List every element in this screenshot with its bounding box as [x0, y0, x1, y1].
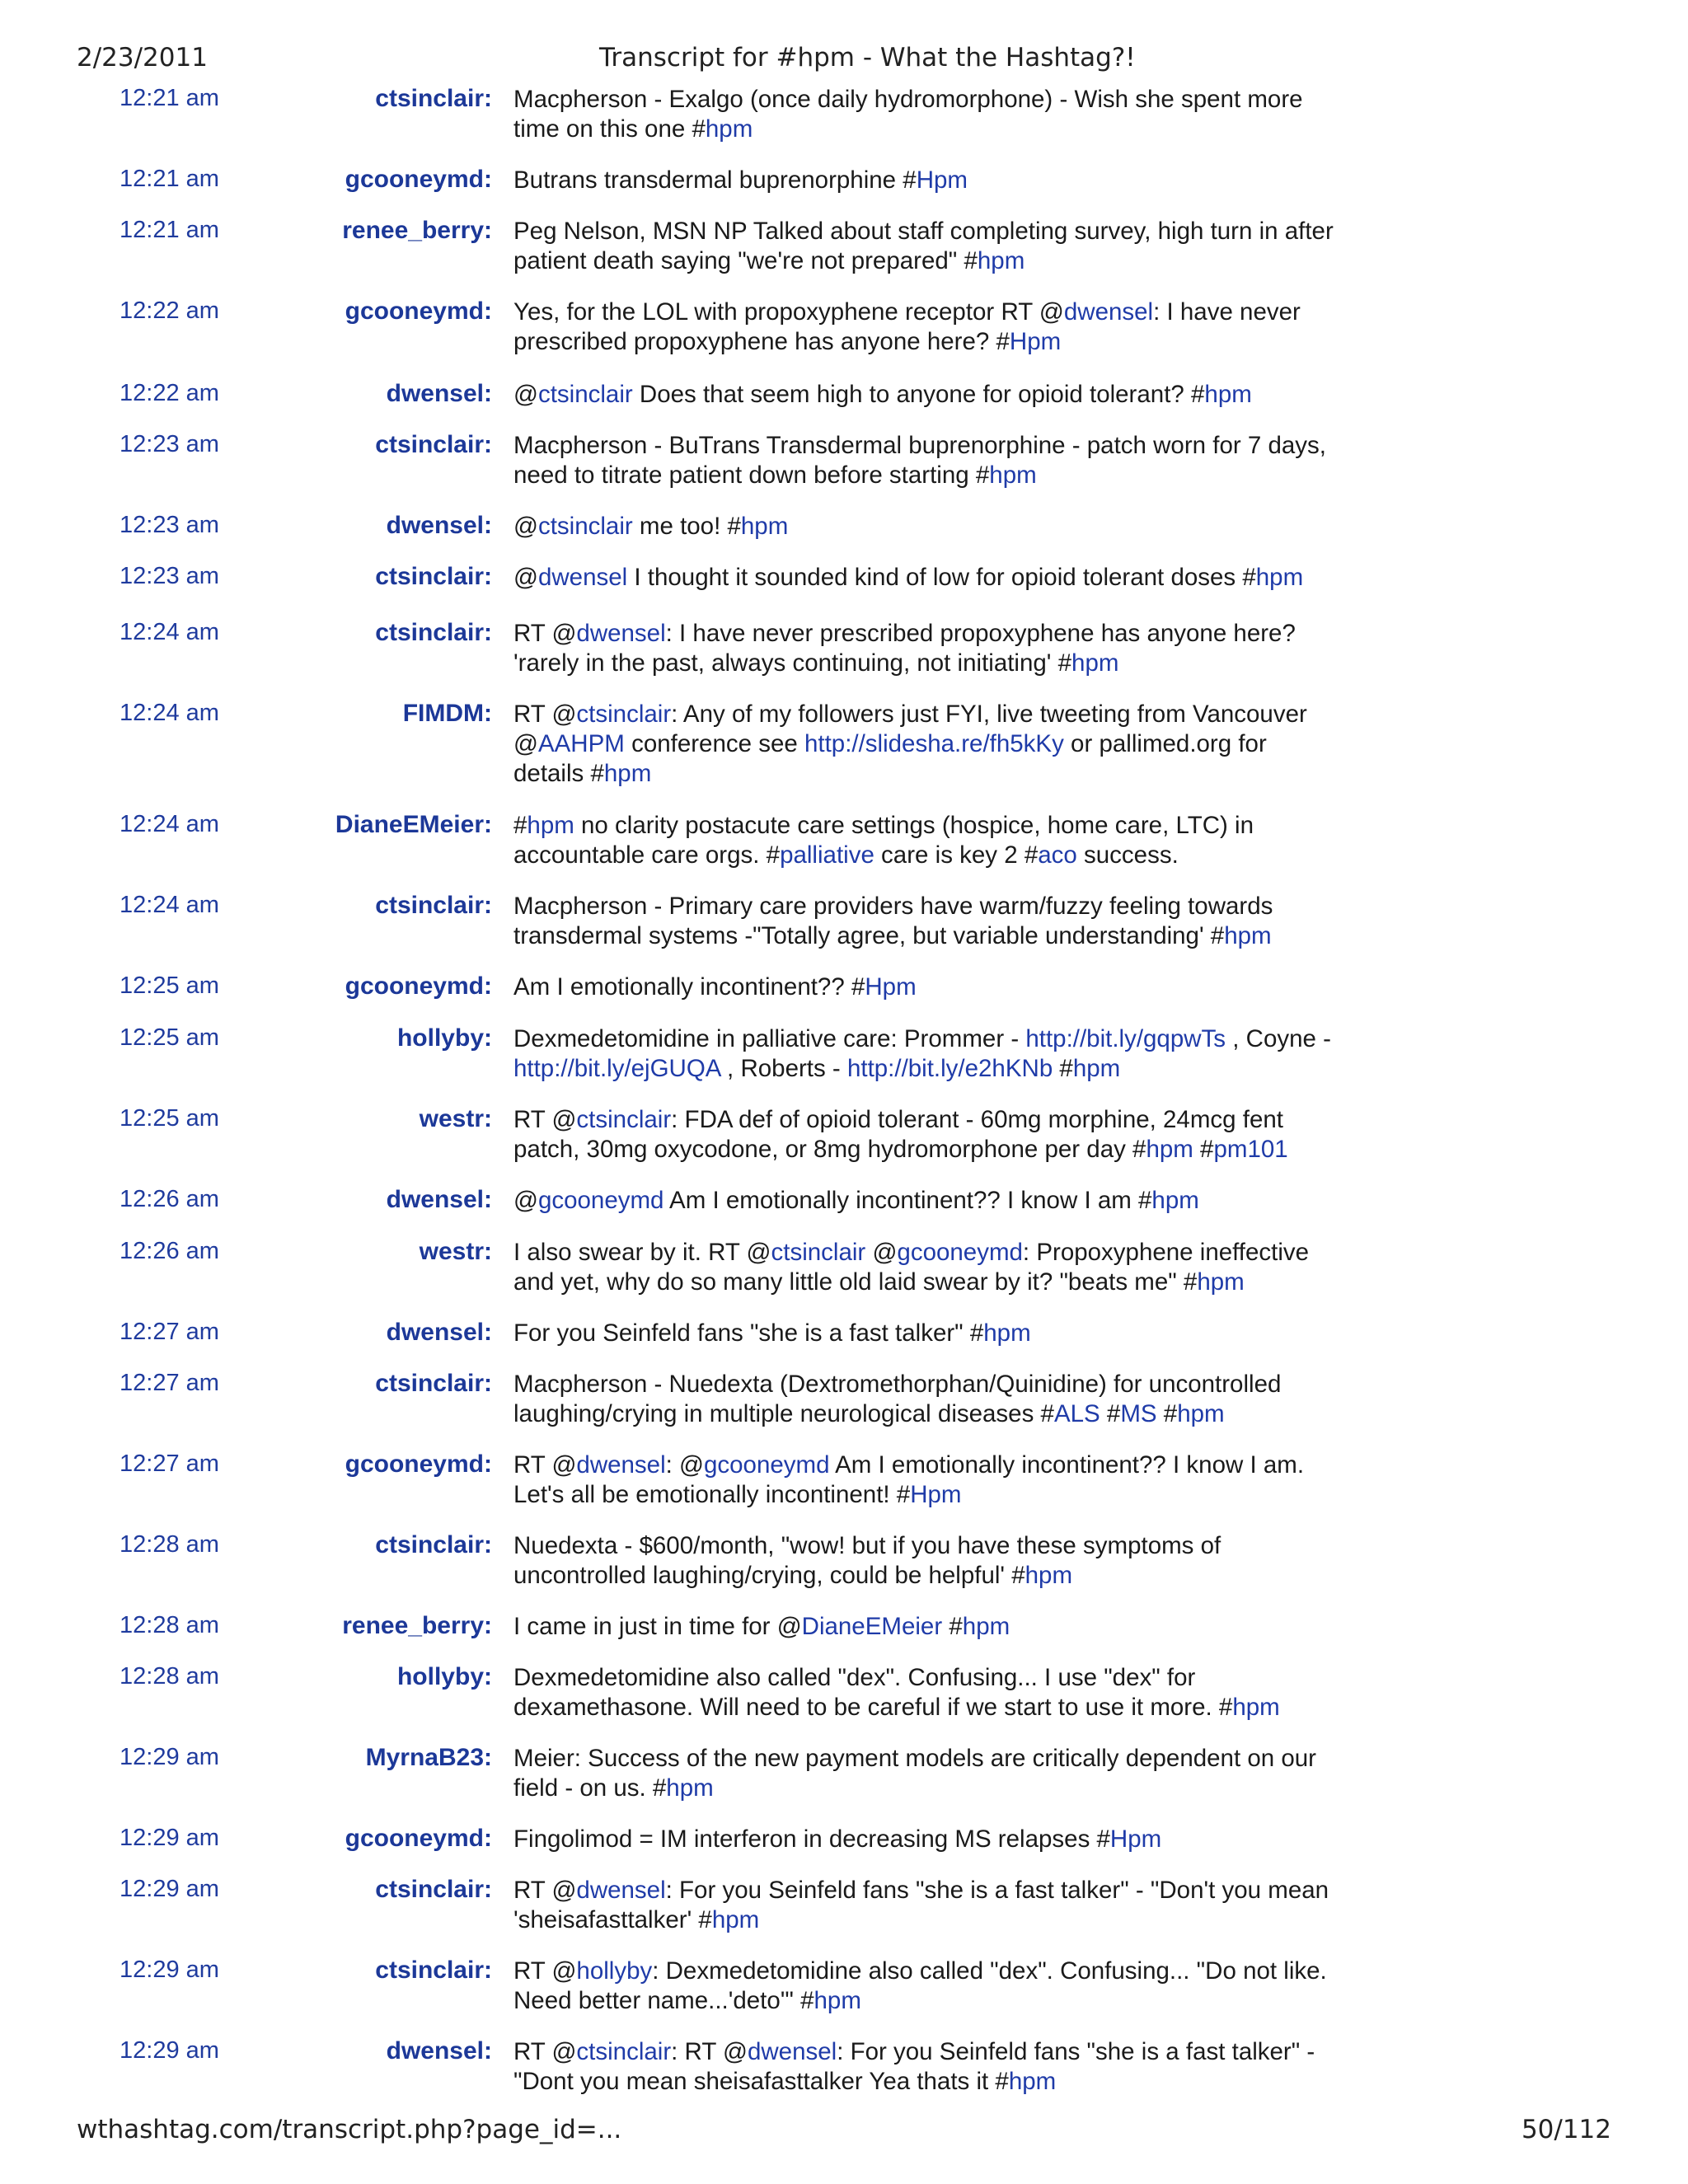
tweet-time[interactable]: 12:21 am	[120, 166, 219, 192]
tweet-text: #	[1100, 1400, 1121, 1427]
tweet-link[interactable]: Hpm	[916, 166, 968, 194]
tweet-text: , Coyne -	[1226, 1025, 1331, 1052]
tweet-text: #	[1156, 1400, 1178, 1427]
tweet-username[interactable]: renee_berry:	[342, 217, 492, 244]
tweet-username[interactable]: dwensel:	[386, 1186, 492, 1213]
tweet-text: or pallimed.org for details #	[513, 730, 1267, 787]
tweet-message	[513, 1663, 1338, 1722]
tweet-text: me too! #	[632, 513, 741, 540]
tweet-text: RT @	[513, 1106, 577, 1133]
tweet-username[interactable]: dwensel:	[386, 1319, 492, 1346]
tweet-text: : For you Seinfeld fans "she is a fast talker" - "Don't you mean 'sheisafasttalker' #	[513, 1877, 1329, 1933]
tweet-username[interactable]: MyrnaB23:	[365, 1744, 492, 1771]
tweet-link[interactable]: http://bit.ly/ejGUQA	[513, 1055, 720, 1082]
tweet-time[interactable]: 12:28 am	[120, 1612, 219, 1638]
tweet-time[interactable]: 12:22 am	[120, 298, 219, 324]
tweet-time[interactable]: 12:25 am	[120, 1024, 219, 1051]
tweet-text: RT @	[513, 701, 577, 728]
tweet-text: RT @	[513, 1451, 577, 1479]
tweet-text: For you Seinfeld fans "she is a fast talker" #	[513, 1319, 984, 1347]
tweet-username[interactable]: gcooneymd:	[345, 972, 492, 1000]
tweet-message	[513, 85, 1338, 144]
tweet-link[interactable]: dwensel	[747, 2038, 837, 2065]
tweet-message	[513, 166, 1338, 195]
tweet-time[interactable]: 12:27 am	[120, 1370, 219, 1396]
tweet-link[interactable]: hpm	[711, 1906, 760, 1933]
tweet-text: #	[1193, 1136, 1214, 1163]
tweet-time[interactable]: 12:29 am	[120, 1744, 219, 1770]
tweet-username[interactable]: FIMDM:	[402, 700, 492, 727]
tweet-text: Macpherson - BuTrans Transdermal buprenorphine - patch worn for 7 days, need to titrate patient down before starting #	[513, 432, 1327, 489]
tweet-link[interactable]: hpm	[1072, 1055, 1121, 1082]
tweet-link[interactable]: hpm	[983, 1319, 1031, 1347]
tweet-message	[513, 1370, 1338, 1429]
tweet-text: : @	[665, 1451, 704, 1479]
tweet-time[interactable]: 12:29 am	[120, 2037, 219, 2064]
tweet-text: success.	[1076, 841, 1179, 869]
tweet-link[interactable]: hpm	[666, 1774, 714, 1802]
tweet-link[interactable]: http://bit.ly/e2hKNb	[846, 1055, 1053, 1082]
tweet-link[interactable]: dwensel	[576, 620, 666, 647]
tweet-link[interactable]: ctsinclair	[537, 381, 633, 408]
print-date: 2/23/2011	[77, 43, 208, 73]
tweet-link[interactable]: hpm	[527, 812, 574, 839]
tweet-link[interactable]: hpm	[1146, 1136, 1193, 1163]
tweet-time[interactable]: 12:24 am	[120, 619, 219, 645]
tweet-message	[513, 1612, 1338, 1642]
tweet-link[interactable]: MS	[1120, 1400, 1157, 1427]
tweet-time[interactable]: 12:29 am	[120, 1957, 219, 1983]
tweet-text: no clarity postacute care settings (hospice, home care, LTC) in accountable care orgs. #	[513, 812, 1254, 869]
tweet-message	[513, 972, 1338, 1002]
tweet-message	[513, 619, 1338, 678]
tweet-link[interactable]: hpm	[1071, 649, 1119, 677]
tweet-message	[513, 1186, 1338, 1216]
page-title: Transcript for #hpm - What the Hashtag?!	[599, 43, 1136, 73]
tweet-username[interactable]: renee_berry:	[342, 1612, 492, 1639]
tweet-time[interactable]: 12:27 am	[120, 1451, 219, 1477]
page-number: 50/112	[1521, 2115, 1611, 2144]
tweet-message	[513, 512, 1338, 541]
tweet-link[interactable]: ctsinclair	[576, 701, 672, 728]
tweet-username[interactable]: ctsinclair:	[375, 563, 492, 590]
tweet-text: I thought it sounded kind of low for opioid tolerant doses #	[627, 564, 1256, 591]
tweet-text: Dexmedetomidine in palliative care: Prommer -	[513, 1025, 1026, 1052]
tweet-username[interactable]: gcooneymd:	[345, 298, 492, 325]
tweet-link[interactable]: Hpm	[1109, 1825, 1162, 1853]
tweet-username[interactable]: ctsinclair:	[375, 892, 492, 919]
tweet-username[interactable]: DianeEMeier:	[335, 811, 492, 838]
tweet-username[interactable]: ctsinclair:	[375, 85, 492, 112]
tweet-message	[513, 1744, 1338, 1803]
tweet-text: conference see	[624, 730, 804, 757]
tweet-text: RT @	[513, 1877, 577, 1904]
tweet-text: I came in just in time for @	[513, 1613, 802, 1640]
tweet-username[interactable]: hollyby:	[396, 1024, 492, 1052]
tweet-message	[513, 1024, 1338, 1084]
tweet-message	[513, 1825, 1338, 1854]
tweet-link[interactable]: hpm	[977, 247, 1025, 274]
tweet-username[interactable]: ctsinclair:	[375, 431, 492, 458]
tweet-link[interactable]: hpm	[989, 462, 1037, 489]
tweet-username[interactable]: gcooneymd:	[345, 1451, 492, 1478]
tweet-time[interactable]: 12:28 am	[120, 1531, 219, 1558]
tweet-link[interactable]: http://bit.ly/gqpwTs	[1025, 1025, 1226, 1052]
tweet-link[interactable]: AAHPM	[537, 730, 625, 757]
tweet-text: Am I emotionally incontinent?? #	[513, 973, 865, 1001]
tweet-time[interactable]: 12:25 am	[120, 1105, 219, 1132]
tweet-message	[513, 1957, 1338, 2016]
tweet-link[interactable]: hpm	[1151, 1187, 1199, 1214]
tweet-text: : FDA def of opioid tolerant - 60mg morphine, 24mcg fent patch, 30mg oxycodone, or 8mg hydromorphone per day #	[513, 1106, 1283, 1163]
tweet-link[interactable]: dwensel	[576, 1451, 666, 1479]
tweet-time[interactable]: 12:22 am	[120, 380, 219, 406]
tweet-time[interactable]: 12:26 am	[120, 1186, 219, 1212]
tweet-text: : For you Seinfeld fans "she is a fast talker" - "Dont you mean sheisafasttalker Yea thats it #	[513, 2038, 1315, 2095]
tweet-time[interactable]: 12:25 am	[120, 972, 219, 999]
tweet-text: @	[513, 1187, 538, 1214]
tweet-username[interactable]: ctsinclair:	[375, 1531, 492, 1558]
tweet-link[interactable]: aco	[1038, 841, 1077, 869]
tweet-username[interactable]: gcooneymd:	[345, 1825, 492, 1852]
tweet-username[interactable]: dwensel:	[386, 512, 492, 539]
tweet-link[interactable]: dwensel	[576, 1877, 666, 1904]
tweet-link[interactable]: hollyby	[576, 1957, 653, 1985]
tweet-text: Macpherson - Nuedexta (Dextromethorphan/Quinidine) for uncontrolled laughing/crying in multiple neurological diseases #	[513, 1371, 1282, 1427]
tweet-message	[513, 2037, 1338, 2097]
tweet-time[interactable]: 12:26 am	[120, 1238, 219, 1264]
tweet-time[interactable]: 12:21 am	[120, 217, 219, 243]
tweet-link[interactable]: ctsinclair	[576, 1106, 672, 1133]
tweet-username[interactable]: dwensel:	[386, 380, 492, 407]
tweet-link[interactable]: gcooneymd	[537, 1187, 664, 1214]
tweet-text: Yes, for the LOL with propoxyphene receptor RT @	[513, 298, 1064, 326]
tweet-text: @	[865, 1239, 898, 1266]
tweet-text: RT @	[513, 2038, 577, 2065]
tweet-link[interactable]: gcooneymd	[703, 1451, 830, 1479]
tweet-text: Meier: Success of the new payment models are critically dependent on our field - on us. #	[513, 1745, 1317, 1802]
tweet-link[interactable]: gcooneymd	[897, 1239, 1023, 1266]
tweet-message	[513, 217, 1338, 276]
tweet-text: Fingolimod = IM interferon in decreasing MS relapses #	[513, 1825, 1110, 1853]
tweet-text: @	[513, 513, 538, 540]
tweet-text: , Roberts -	[720, 1055, 847, 1082]
tweet-link[interactable]: hpm	[1008, 2068, 1057, 2095]
tweet-time[interactable]: 12:21 am	[120, 85, 219, 111]
tweet-text: I also swear by it. RT @	[513, 1239, 771, 1266]
tweet-time[interactable]: 12:24 am	[120, 700, 219, 726]
tweet-link[interactable]: hpm	[603, 760, 652, 787]
tweet-username[interactable]: gcooneymd:	[345, 166, 492, 193]
tweet-link[interactable]: DianeEMeier	[801, 1613, 943, 1640]
tweet-username[interactable]: ctsinclair:	[375, 619, 492, 646]
tweet-text: Does that seem high to anyone for opioid tolerant? #	[632, 381, 1205, 408]
tweet-message	[513, 700, 1338, 789]
tweet-message	[513, 1238, 1338, 1297]
tweet-text: Am I emotionally incontinent?? I know I am. Let's all be emotionally incontinent! #	[513, 1451, 1305, 1508]
tweet-link[interactable]: hpm	[1232, 1694, 1280, 1721]
tweet-text: RT @	[513, 1957, 577, 1985]
tweet-link[interactable]: hpm	[740, 513, 789, 540]
tweet-link[interactable]: pm101	[1213, 1136, 1288, 1163]
tweet-text: : I have never prescribed propoxyphene has anyone here? 'rarely in the past, always continuing, not initiating' #	[513, 620, 1296, 677]
tweet-username[interactable]: dwensel:	[386, 2037, 492, 2064]
tweet-text: @	[513, 564, 538, 591]
tweet-text: #	[1053, 1055, 1073, 1082]
tweet-message	[513, 1531, 1338, 1591]
tweet-link[interactable]: hpm	[1197, 1268, 1245, 1296]
tweet-message	[513, 1319, 1338, 1348]
tweet-time[interactable]: 12:24 am	[120, 811, 219, 837]
tweet-link[interactable]: ctsinclair	[576, 2038, 672, 2065]
tweet-text: #	[942, 1613, 963, 1640]
tweet-link[interactable]: Hpm	[1009, 328, 1062, 355]
tweet-text: Nuedexta - $600/month, "wow! but if you have these symptoms of uncontrolled laughing/crying, could be helpful' #	[513, 1532, 1221, 1589]
tweet-username[interactable]: westr:	[419, 1238, 492, 1265]
tweet-link[interactable]: hpm	[1177, 1400, 1225, 1427]
tweet-message	[513, 298, 1338, 357]
tweet-time[interactable]: 12:29 am	[120, 1825, 219, 1851]
tweet-text: Am I emotionally incontinent?? I know I am #	[663, 1187, 1152, 1214]
tweet-time[interactable]: 12:23 am	[120, 431, 219, 457]
tweet-link[interactable]: hpm	[814, 1987, 861, 2014]
tweet-message	[513, 1451, 1338, 1510]
tweet-text: #	[513, 812, 528, 839]
tweet-message	[513, 563, 1338, 593]
tweet-link[interactable]: hpm	[962, 1613, 1010, 1640]
tweet-link[interactable]: palliative	[780, 841, 874, 869]
tweet-username[interactable]: westr:	[419, 1105, 492, 1132]
tweet-link[interactable]: ctsinclair	[771, 1239, 866, 1266]
tweet-link[interactable]: hpm	[1224, 922, 1272, 949]
tweet-text: Butrans transdermal buprenorphine #	[513, 166, 917, 194]
tweet-text: @	[513, 381, 538, 408]
tweet-text: Macpherson - Exalgo (once daily hydromorphone) - Wish she spent more time on this one #	[513, 86, 1303, 143]
tweet-link[interactable]: hpm	[1025, 1562, 1073, 1589]
tweet-text: : Any of my followers just FYI, live tweeting from Vancouver @	[513, 701, 1307, 757]
tweet-username[interactable]: hollyby:	[396, 1663, 492, 1690]
page-footer	[77, 2115, 1611, 2151]
tweet-time[interactable]: 12:28 am	[120, 1663, 219, 1690]
footer-url: wthashtag.com/transcript.php?page_id=...	[77, 2115, 622, 2144]
tweet-text: : Propoxyphene ineffective and yet, why do so many little old laid swear by it? "beats me" #	[513, 1239, 1310, 1296]
tweet-text: care is key 2 #	[874, 841, 1039, 869]
tweet-link[interactable]: ALS	[1053, 1400, 1100, 1427]
tweet-time[interactable]: 12:27 am	[120, 1319, 219, 1345]
tweet-link[interactable]: ctsinclair	[537, 513, 633, 540]
tweet-text: RT @	[513, 620, 577, 647]
tweet-text: Macpherson - Primary care providers have warm/fuzzy feeling towards transdermal systems -"Totally agree, but variable understanding' #	[513, 893, 1273, 949]
tweet-username[interactable]: ctsinclair:	[375, 1370, 492, 1397]
tweet-text: Dexmedetomidine also called "dex". Confusing... I use "dex" for dexamethasone. Will need to be careful if we start to use it more. #	[513, 1664, 1233, 1721]
tweet-message	[513, 892, 1338, 951]
tweet-time[interactable]: 12:24 am	[120, 892, 219, 918]
tweet-message	[513, 431, 1338, 490]
tweet-link[interactable]: dwensel	[1063, 298, 1154, 326]
tweet-link[interactable]: hpm	[1204, 381, 1252, 408]
tweet-text: Peg Nelson, MSN NP Talked about staff completing survey, high turn in after patient death saying "we're not prepared" #	[513, 218, 1334, 274]
tweet-link[interactable]: hpm	[1255, 564, 1304, 591]
tweet-link[interactable]: hpm	[705, 115, 753, 143]
tweet-message	[513, 1876, 1338, 1935]
tweet-text: : Dexmedetomidine also called "dex". Confusing... "Do not like. Need better name...'deto'" #	[513, 1957, 1327, 2014]
tweet-text: : I have never prescribed propoxyphene has anyone here? #	[513, 298, 1301, 355]
tweet-message	[513, 380, 1338, 410]
tweet-message	[513, 1105, 1338, 1165]
tweet-time[interactable]: 12:29 am	[120, 1876, 219, 1902]
tweet-username[interactable]: ctsinclair:	[375, 1876, 492, 1903]
tweet-time[interactable]: 12:23 am	[120, 563, 219, 589]
tweet-time[interactable]: 12:23 am	[120, 512, 219, 538]
tweet-link[interactable]: dwensel	[537, 564, 628, 591]
tweet-link[interactable]: Hpm	[910, 1481, 962, 1508]
tweet-link[interactable]: Hpm	[865, 973, 917, 1001]
tweet-username[interactable]: ctsinclair:	[375, 1957, 492, 1984]
tweet-message	[513, 811, 1338, 870]
tweet-link[interactable]: http://slidesha.re/fh5kKy	[804, 730, 1064, 757]
tweet-text: : RT @	[671, 2038, 748, 2065]
